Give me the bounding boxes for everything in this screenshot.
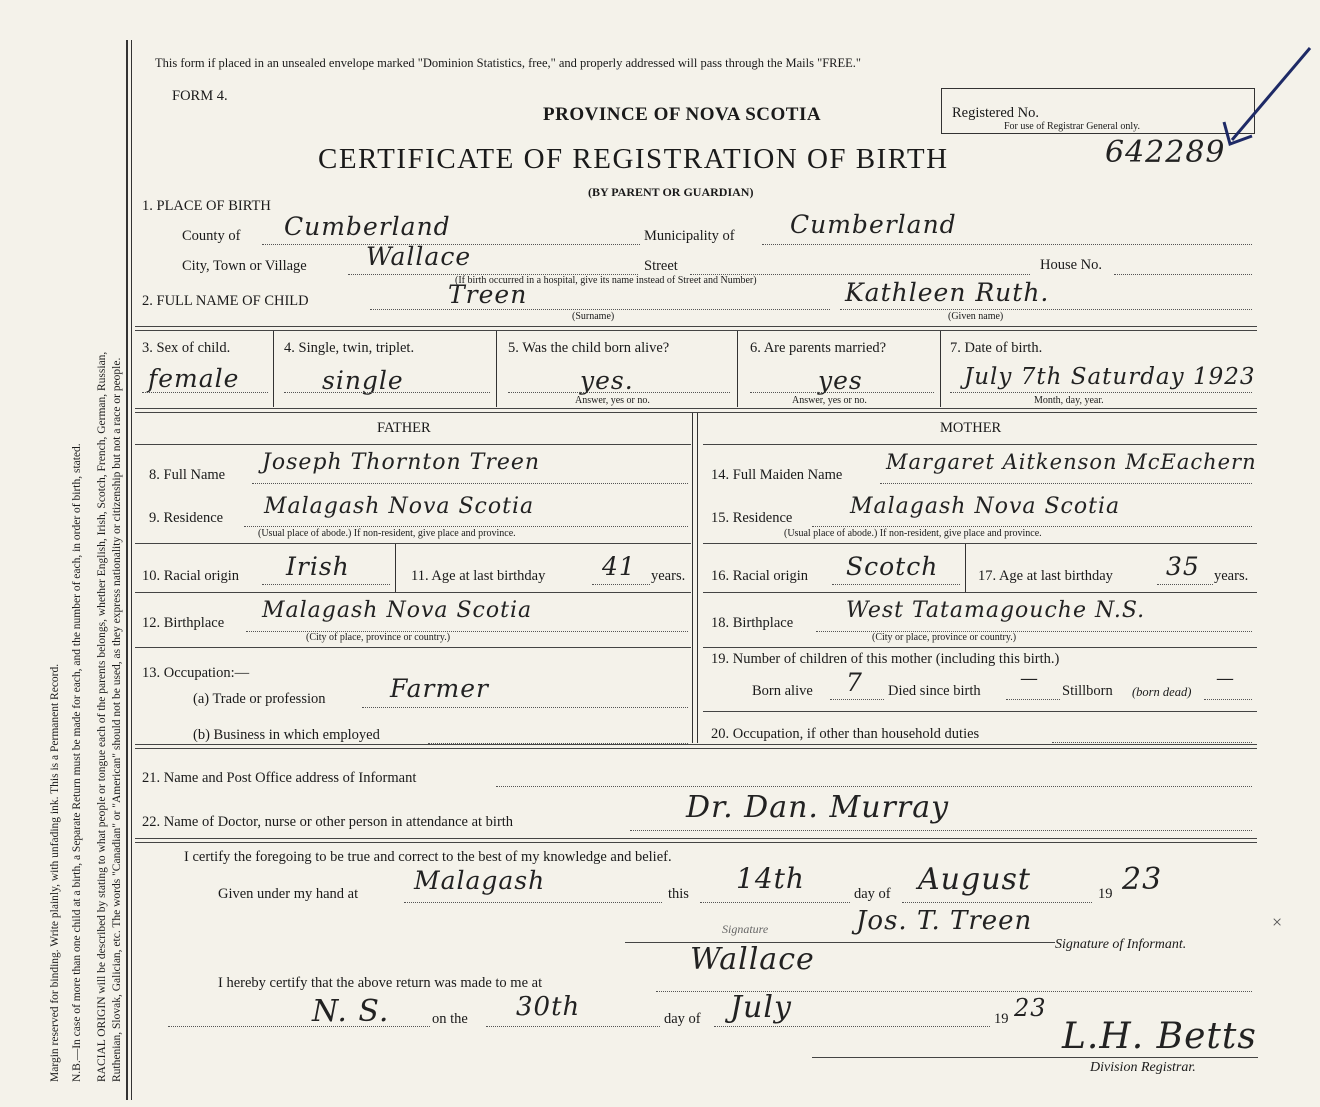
parents-married-caption: Answer, yes or no.: [792, 395, 867, 406]
plurality-label: 4. Single, twin, triplet.: [284, 340, 415, 356]
doctor-value: Dr. Dan. Murray: [686, 790, 950, 825]
municipality-value: Cumberland: [790, 210, 957, 239]
father-name-label: 8. Full Name: [149, 467, 226, 483]
place-of-birth-label: 1. PLACE OF BIRTH: [142, 198, 271, 214]
father-racial-value: Irish: [286, 552, 350, 581]
father-age-value: 41: [602, 552, 636, 581]
county-label: County of: [182, 228, 241, 244]
form-number: FORM 4.: [172, 88, 228, 104]
died-since-birth-label: Died since birth: [888, 683, 981, 699]
mother-residence-label: 15. Residence: [711, 510, 793, 526]
father-residence-value: Malagash Nova Scotia: [264, 494, 535, 519]
plurality-value: single: [322, 366, 404, 395]
father-name-value: Joseph Thornton Treen: [262, 450, 541, 475]
registered-label: Registered No.: [952, 105, 1039, 121]
registered-number-box: [941, 88, 1255, 134]
doctor-label: 22. Name of Doctor, nurse or other person in attendance at birth: [142, 814, 514, 830]
child-surname: Treen: [448, 280, 528, 309]
business-label: (b) Business in which employed: [193, 727, 380, 743]
date-of-birth-label: 7. Date of birth.: [950, 340, 1043, 356]
mother-birthplace-label: 18. Birthplace: [711, 615, 794, 631]
father-residence-caption: (Usual place of abode.) If non-resident, give place and province.: [258, 528, 516, 539]
certificate-subtitle: (BY PARENT OR GUARDIAN): [588, 185, 754, 199]
city-value: Wallace: [366, 242, 472, 271]
father-residence-label: 9. Residence: [149, 510, 224, 526]
mother-age-label: 17. Age at last birthday: [978, 568, 1113, 584]
informant-signature: Jos. T. Treen: [856, 906, 1033, 936]
stillborn-label: Stillborn: [1062, 683, 1113, 699]
mother-birthplace-caption: (City or place, province or country.): [872, 632, 1017, 643]
municipality-label: Municipality of: [644, 228, 735, 244]
province-heading: PROVINCE OF NOVA SCOTIA: [543, 104, 822, 125]
parents-married-label: 6. Are parents married?: [750, 340, 887, 356]
certification-statement: I certify the foregoing to be true and correct to the best of my knowledge and belief.: [184, 849, 672, 865]
house-number-label: House No.: [1040, 257, 1103, 273]
born-alive-value: yes.: [580, 366, 634, 395]
signature-note: Signature: [722, 922, 769, 936]
father-birthplace-label: 12. Birthplace: [142, 615, 225, 631]
registrar-place: Wallace: [690, 942, 815, 977]
county-value: Cumberland: [284, 212, 451, 241]
date-of-birth-value: July 7th Saturday 1923: [964, 364, 1256, 390]
mother-age-unit: years.: [1214, 568, 1249, 584]
born-alive-caption: Answer, yes or no.: [575, 395, 650, 406]
father-racial-label: 10. Racial origin: [142, 568, 240, 584]
father-heading: FATHER: [377, 420, 431, 436]
born-alive-count-label: Born alive: [752, 683, 813, 699]
margin-note-racial-origin: RACIAL ORIGIN will be described by stating to what people or tongue each of the parents belongs, whether English, Irish, Scotch, French, German, Russian,: [96, 351, 108, 1082]
registrar-year-prefix: 19: [994, 1011, 1009, 1027]
certification-year-suffix: 23: [1122, 862, 1163, 897]
father-age-label: 11. Age at last birthday: [411, 568, 546, 584]
mother-name-value: Margaret Aitkenson McEachern: [886, 450, 1257, 474]
died-since-birth-value: —: [1020, 668, 1039, 689]
surname-caption: (Surname): [572, 311, 615, 322]
margin-note-binding: Margin reserved for binding. Write plainly, with unfading ink. This is a Permanent Record.: [49, 663, 61, 1082]
child-name-label: 2. FULL NAME OF CHILD: [142, 293, 309, 309]
parents-married-value: yes: [818, 366, 863, 395]
registrar-month: July: [730, 990, 792, 1025]
children-count-label: 19. Number of children of this mother (including this birth.): [711, 651, 1060, 667]
registrar-statement: I hereby certify that the above return was made to me at: [218, 975, 543, 991]
mother-racial-value: Scotch: [846, 552, 939, 581]
city-label: City, Town or Village: [182, 258, 307, 274]
margin-note-racial-origin-cont: Ruthenian, Slovak, Galician, etc. The words "Canadian" or "American" should not be used, as they express nationality or citizenship but not a race or people.: [111, 357, 123, 1082]
date-of-birth-caption: Month, day, year.: [1034, 395, 1104, 406]
mother-residence-caption: (Usual place of abode.) If non-resident, give place and province.: [784, 528, 1042, 539]
registrar-day-of-label: day of: [664, 1011, 701, 1027]
father-age-unit: years.: [651, 568, 686, 584]
registered-note: For use of Registrar General only.: [1004, 121, 1140, 132]
mother-racial-label: 16. Racial origin: [711, 568, 809, 584]
father-occupation-label: 13. Occupation:—: [142, 665, 250, 681]
registrar-province: N. S.: [312, 994, 390, 1029]
hospital-note: (If birth occurred in a hospital, give its name instead of Street and Number): [455, 275, 757, 286]
margin-rule-2: [131, 40, 132, 1100]
sex-label: 3. Sex of child.: [142, 340, 231, 356]
mother-residence-value: Malagash Nova Scotia: [850, 494, 1121, 519]
trade-label: (a) Trade or profession: [193, 691, 326, 707]
informant-signature-caption: Signature of Informant.: [1055, 937, 1187, 952]
margin-rule-1: [126, 40, 128, 1100]
born-alive-label: 5. Was the child born alive?: [508, 340, 670, 356]
mother-birthplace-value: West Tatamagouche N.S.: [846, 598, 1146, 623]
this-label: this: [668, 886, 689, 902]
given-place-value: Malagash: [414, 866, 546, 895]
father-birthplace-value: Malagash Nova Scotia: [262, 598, 533, 623]
stillborn-value: —: [1216, 668, 1235, 689]
trade-value: Farmer: [390, 674, 489, 703]
given-under-hand-label: Given under my hand at: [218, 886, 359, 902]
stillborn-note: (born dead): [1132, 685, 1192, 699]
born-alive-count: 7: [846, 668, 863, 697]
mail-notice: This form if placed in an unsealed envelope marked "Dominion Statistics, free," and properly addressed will pass through the Mails "FREE.": [155, 56, 862, 70]
certification-month: August: [918, 862, 1031, 897]
on-the-label: on the: [432, 1011, 468, 1027]
informant-label: 21. Name and Post Office address of Informant: [142, 770, 417, 786]
day-of-label: day of: [854, 886, 891, 902]
father-birthplace-caption: (City of place, province or country.): [306, 632, 451, 643]
registrar-year-suffix: 23: [1014, 994, 1047, 1022]
margin-note-multiple-births: N.B.—In case of more than one child at a birth, a Separate Return must be made for each, and the number of each, in order of birth, stated.: [71, 443, 83, 1082]
sex-value: female: [148, 364, 240, 393]
arrow-icon: [1210, 40, 1320, 170]
mother-occupation-label: 20. Occupation, if other than household duties: [711, 726, 980, 742]
certification-day: 14th: [736, 862, 805, 895]
x-mark: ×: [1272, 912, 1283, 932]
mother-name-label: 14. Full Maiden Name: [711, 467, 843, 483]
mother-age-value: 35: [1166, 552, 1200, 581]
registrar-signature-caption: Division Registrar.: [1090, 1060, 1196, 1075]
street-label: Street: [644, 258, 678, 274]
mother-heading: MOTHER: [940, 420, 1002, 436]
certification-year-prefix: 19: [1098, 886, 1113, 902]
given-name-caption: (Given name): [948, 311, 1004, 322]
registrar-day: 30th: [516, 992, 581, 1022]
child-given-name: Kathleen Ruth.: [845, 278, 1050, 307]
registered-number: 642289: [1105, 135, 1226, 170]
registrar-signature: L.H. Betts: [1062, 1016, 1257, 1057]
certificate-title: CERTIFICATE OF REGISTRATION OF BIRTH: [318, 143, 949, 175]
